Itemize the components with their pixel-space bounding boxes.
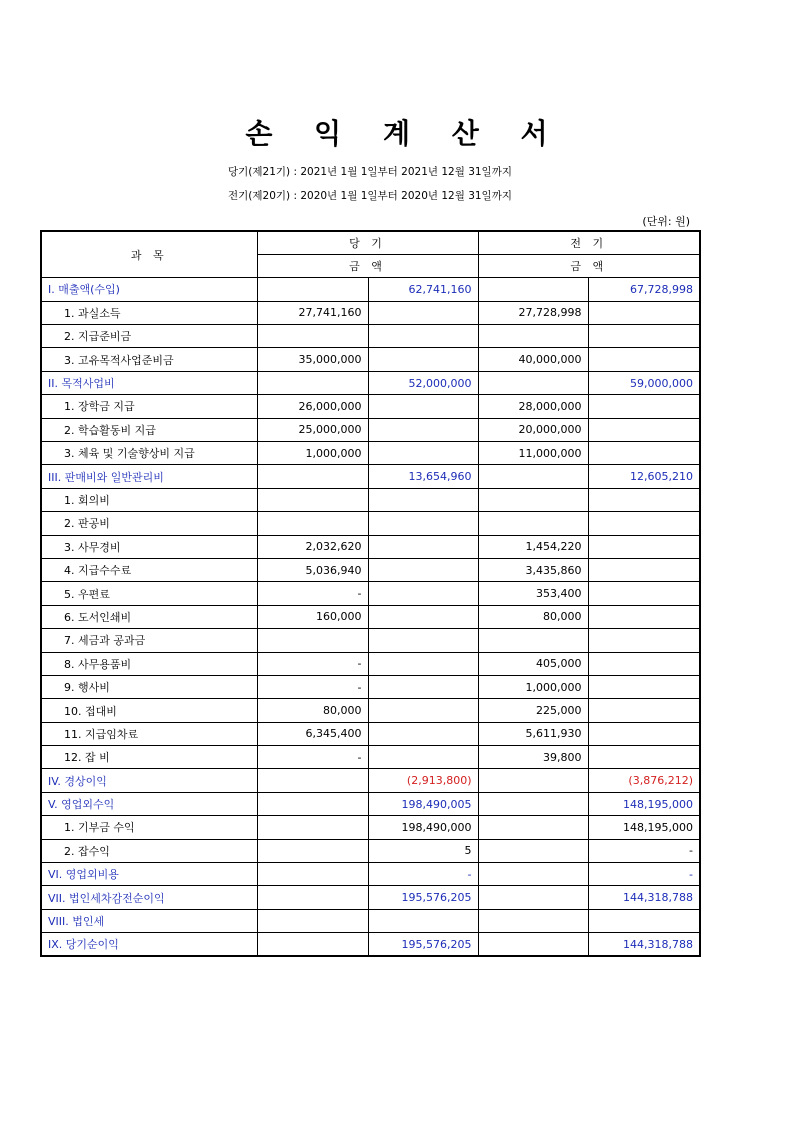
table-row [41,582,700,605]
previous-detail-amount: 225,000 [478,699,588,722]
previous-total-amount [588,558,700,581]
previous-detail-amount: 27,728,998 [478,301,588,324]
row-label: 2. 판공비 [41,512,257,535]
previous-total-amount [588,582,700,605]
row-label: IX. 당기순이익 [41,933,257,956]
row-label: 3. 고유목적사업준비금 [41,348,257,371]
previous-total-amount: 148,195,000 [588,792,700,815]
current-total-amount: 52,000,000 [368,371,478,394]
row-label: VI. 영업외비용 [41,863,257,886]
current-total-amount [368,418,478,441]
current-total-amount: (2,913,800) [368,769,478,792]
previous-detail-amount [478,371,588,394]
previous-detail-amount [478,933,588,956]
current-detail-amount: 5,036,940 [257,558,368,581]
row-label: 9. 행사비 [41,675,257,698]
previous-detail-amount [478,792,588,815]
previous-detail-amount [478,839,588,862]
section-row [41,371,700,394]
previous-total-amount: 67,728,998 [588,278,700,301]
previous-total-amount [588,535,700,558]
previous-total-amount [588,442,700,465]
current-detail-amount [257,792,368,815]
previous-total-amount [588,488,700,511]
previous-detail-amount [478,465,588,488]
table-row [41,699,700,722]
table-row [41,535,700,558]
current-detail-amount: 35,000,000 [257,348,368,371]
current-total-amount [368,442,478,465]
current-detail-amount [257,488,368,511]
document-title: 손 익 계 산 서 [245,117,564,150]
table-row [41,418,700,441]
table-row [41,629,700,652]
table-body [41,278,700,956]
current-detail-amount: 80,000 [257,699,368,722]
previous-detail-amount [478,488,588,511]
header-subject: 과 목 [41,231,257,278]
previous-detail-amount: 39,800 [478,746,588,769]
previous-detail-amount: 353,400 [478,582,588,605]
current-detail-amount: 6,345,400 [257,722,368,745]
table-row [41,652,700,675]
table-row [41,605,700,628]
row-label: III. 판매비와 일반관리비 [41,465,257,488]
current-total-amount [368,652,478,675]
previous-total-amount [588,348,700,371]
previous-detail-amount [478,278,588,301]
previous-total-amount [588,746,700,769]
period-current: 당기(제21기) : 2021년 1월 1일부터 2021년 12월 31일까지 [228,166,512,178]
section-row [41,278,700,301]
previous-detail-amount [478,909,588,932]
current-detail-amount [257,325,368,348]
row-label: V. 영업외수익 [41,792,257,815]
previous-total-amount: 12,605,210 [588,465,700,488]
previous-detail-amount: 405,000 [478,652,588,675]
table-row [41,442,700,465]
current-detail-amount [257,863,368,886]
current-detail-amount [257,886,368,909]
previous-detail-amount: 11,000,000 [478,442,588,465]
table-row [41,746,700,769]
current-detail-amount: - [257,582,368,605]
current-total-amount [368,582,478,605]
current-detail-amount [257,629,368,652]
previous-total-amount: - [588,839,700,862]
current-total-amount: 198,490,000 [368,816,478,839]
current-detail-amount: 27,741,160 [257,301,368,324]
current-total-amount [368,301,478,324]
current-total-amount [368,699,478,722]
section-row [41,465,700,488]
unit-label: (단위: 원) [642,215,690,228]
current-total-amount: 198,490,005 [368,792,478,815]
previous-total-amount: 59,000,000 [588,371,700,394]
current-total-amount [368,325,478,348]
previous-detail-amount: 1,454,220 [478,535,588,558]
table-row [41,395,700,418]
previous-total-amount [588,652,700,675]
table-row [41,558,700,581]
table-row [41,839,700,862]
previous-detail-amount: 28,000,000 [478,395,588,418]
current-total-amount [368,558,478,581]
previous-total-amount: (3,876,212) [588,769,700,792]
row-label: VII. 법인세차감전순이익 [41,886,257,909]
header-previous-period: 전 기 [478,231,700,254]
current-total-amount [368,488,478,511]
current-total-amount [368,512,478,535]
row-label: 2. 잡수익 [41,839,257,862]
previous-total-amount [588,395,700,418]
previous-total-amount: 144,318,788 [588,886,700,909]
row-label: 7. 세금과 공과금 [41,629,257,652]
previous-total-amount [588,301,700,324]
previous-total-amount [588,699,700,722]
current-detail-amount [257,839,368,862]
current-total-amount [368,722,478,745]
current-detail-amount: - [257,675,368,698]
current-total-amount: - [368,863,478,886]
previous-total-amount [588,325,700,348]
previous-detail-amount: 40,000,000 [478,348,588,371]
previous-total-amount [588,418,700,441]
previous-total-amount [588,675,700,698]
current-total-amount [368,348,478,371]
previous-total-amount [588,512,700,535]
row-label: I. 매출액(수입) [41,278,257,301]
table-row [41,722,700,745]
row-label: 8. 사무용품비 [41,652,257,675]
row-label: 3. 사무경비 [41,535,257,558]
table-row [41,325,700,348]
current-detail-amount [257,933,368,956]
period-previous: 전기(제20기) : 2020년 1월 1일부터 2020년 12월 31일까지 [228,190,512,202]
current-total-amount: 195,576,205 [368,933,478,956]
previous-total-amount [588,722,700,745]
previous-detail-amount [478,816,588,839]
previous-total-amount: - [588,863,700,886]
section-row [41,769,700,792]
row-label: 1. 과실소득 [41,301,257,324]
header-current-amount: 금 액 [257,254,478,277]
previous-total-amount [588,629,700,652]
row-label: 4. 지급수수료 [41,558,257,581]
row-label: 1. 기부금 수익 [41,816,257,839]
current-total-amount [368,395,478,418]
previous-detail-amount [478,886,588,909]
row-label: 2. 학습활동비 지급 [41,418,257,441]
previous-detail-amount: 80,000 [478,605,588,628]
current-total-amount: 62,741,160 [368,278,478,301]
current-detail-amount: - [257,746,368,769]
table-row [41,348,700,371]
current-detail-amount: 160,000 [257,605,368,628]
table-row [41,301,700,324]
section-row [41,863,700,886]
header-current-period: 당 기 [257,231,478,254]
row-label: 11. 지급임차료 [41,722,257,745]
row-label: 10. 접대비 [41,699,257,722]
row-label: 3. 체육 및 기술향상비 지급 [41,442,257,465]
current-total-amount: 195,576,205 [368,886,478,909]
previous-detail-amount [478,629,588,652]
current-detail-amount [257,909,368,932]
current-total-amount [368,605,478,628]
previous-total-amount: 148,195,000 [588,816,700,839]
current-detail-amount [257,512,368,535]
current-total-amount [368,535,478,558]
current-detail-amount: 26,000,000 [257,395,368,418]
current-detail-amount [257,371,368,394]
current-detail-amount: - [257,652,368,675]
previous-detail-amount [478,769,588,792]
previous-total-amount [588,605,700,628]
row-label: VIII. 법인세 [41,909,257,932]
current-detail-amount: 2,032,620 [257,535,368,558]
previous-detail-amount: 5,611,930 [478,722,588,745]
previous-total-amount: 144,318,788 [588,933,700,956]
current-detail-amount [257,278,368,301]
row-label: 6. 도서인쇄비 [41,605,257,628]
current-total-amount [368,746,478,769]
previous-total-amount [588,909,700,932]
current-total-amount: 13,654,960 [368,465,478,488]
previous-detail-amount [478,325,588,348]
previous-detail-amount: 1,000,000 [478,675,588,698]
previous-detail-amount: 20,000,000 [478,418,588,441]
header-previous-amount: 금 액 [478,254,700,277]
row-label: 12. 잡 비 [41,746,257,769]
current-detail-amount: 1,000,000 [257,442,368,465]
current-total-amount: 5 [368,839,478,862]
row-label: IV. 경상이익 [41,769,257,792]
section-row [41,909,700,932]
section-row [41,792,700,815]
current-detail-amount [257,465,368,488]
table-row [41,488,700,511]
row-label: II. 목적사업비 [41,371,257,394]
row-label: 2. 지급준비금 [41,325,257,348]
row-label: 5. 우편료 [41,582,257,605]
previous-detail-amount [478,512,588,535]
current-total-amount [368,675,478,698]
row-label: 1. 회의비 [41,488,257,511]
row-label: 1. 장학금 지급 [41,395,257,418]
previous-detail-amount [478,863,588,886]
current-detail-amount: 25,000,000 [257,418,368,441]
previous-detail-amount: 3,435,860 [478,558,588,581]
current-total-amount [368,909,478,932]
section-row [41,933,700,956]
table-row [41,816,700,839]
current-detail-amount [257,769,368,792]
table-row [41,512,700,535]
income-statement-table [40,230,701,957]
table-row [41,675,700,698]
current-detail-amount [257,816,368,839]
current-total-amount [368,629,478,652]
section-row [41,886,700,909]
